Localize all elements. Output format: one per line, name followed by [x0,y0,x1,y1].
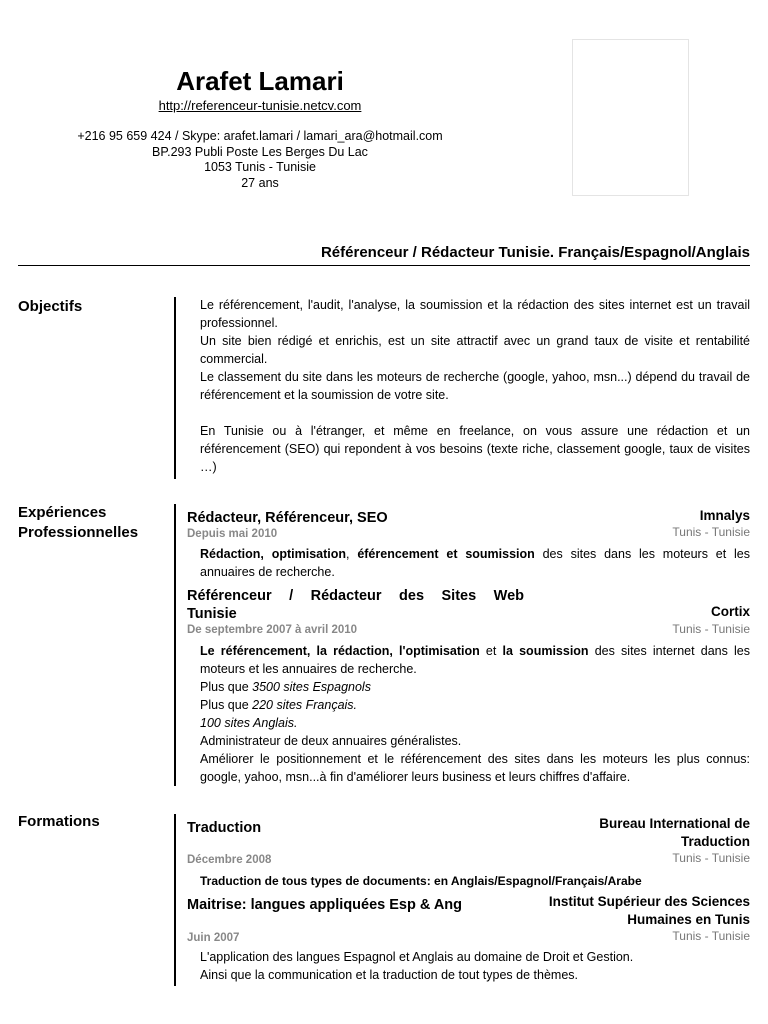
job-desc-bold: la soumission [502,644,589,658]
formation-institution [599,815,750,851]
formation-description [200,948,750,984]
objectifs-paragraph-3: Le classement du site dans les moteurs de recherche (google, yahoo, msn...) dépend du travail de référencement et la soumission de votre site. [200,370,750,402]
section-title-experiences-line1: Expériences [18,504,107,521]
formation-date: Décembre 2008 [187,854,272,866]
website-link[interactable] [60,98,460,113]
formation-description: Traduction de tous types de documents: en Anglais/Espagnol/Français/Arabe [200,874,642,888]
job-desc-italic: 100 sites Anglais. [200,716,298,730]
website-link-text[interactable]: http://referenceur-tunisie.netcv.com [158,98,362,113]
formation-date: Juin 2007 [187,932,240,944]
objectifs-paragraph-4: En Tunisie ou à l'étranger, et même en freelance, on vous assure une rédaction et un référencement (SEO) qui repondent à vos besoins (texte riche, classement google, taux de visites …) [200,424,750,474]
job-description-line [200,678,750,696]
formation-institution-line1: Bureau International de [599,816,750,831]
job-description-line [200,714,750,732]
section-divider-objectifs [174,297,176,479]
job-date: De septembre 2007 à avril 2010 [187,624,358,636]
objectifs-paragraph-1: Le référencement, l'audit, l'analyse, la soumission et la rédaction des sites internet est un travail professionnel. [200,298,750,330]
formation-title: Maitrise: langues appliquées Esp & Ang [187,897,463,913]
job-desc-text: et [479,644,503,658]
job-title [187,587,524,623]
job-title-line1: Référenceur / Rédacteur des Sites Web [187,588,524,604]
formation-location: Tunis - Tunisie [672,929,750,943]
formation-description-line: L'application des langues Espagnol et Anglais au domaine de Droit et Gestion. [200,950,634,964]
section-title-objectifs: Objectifs [18,298,83,315]
job-desc-italic: 220 sites Français. [252,698,358,712]
formation-title: Traduction [187,820,262,836]
job-desc-bold: Le référencement, la rédaction, l'optimisation [200,644,480,658]
contact-city: 1053 Tunis - Tunisie [204,160,316,174]
job-description-line: Améliorer le positionnement et le référencement des sites dans les moteurs les plus connus: google, yahoo, msn...à fin d'améliorer leurs business et leurs chiffres d'affaire. [200,752,750,784]
section-title-experiences [18,503,138,543]
job-description-line [200,545,750,581]
job-company: Imnalys [699,508,750,523]
job-desc-text: Plus que [200,680,253,694]
photo-placeholder [572,39,689,196]
job-description-line [200,642,750,678]
job-location: Tunis - Tunisie [672,622,750,636]
job-description [200,642,750,786]
section-title-formations: Formations [18,813,100,830]
job-location: Tunis - Tunisie [672,525,750,539]
job-description-line: Administrateur de deux annuaires généralistes. [200,734,462,748]
contact-age: 27 ans [241,175,279,190]
job-description-line [200,696,750,714]
formation-institution-line1: Institut Supérieur des Sciences [548,894,750,909]
job-desc-italic: 3500 sites Espagnols [252,680,371,694]
job-desc-text: des sites internet dans les moteurs et les annuaires de recherche. [200,644,750,676]
contact-block [40,129,480,191]
job-desc-bold: Rédaction, optimisation [200,547,347,561]
contact-address: BP.293 Publi Poste Les Berges Du Lac [152,144,368,159]
formation-institution-line2: Traduction [680,834,750,849]
formation-institution [549,893,750,929]
job-desc-text: , [346,547,358,561]
job-title-line2: Tunisie [187,606,237,622]
formation-description-line: Ainsi que la communication et la traduction de tout types de thèmes. [200,968,578,982]
formation-institution-line2: Humaines en Tunis [627,912,750,927]
job-desc-text: des sites dans les moteurs et les annuaires de recherche. [200,547,750,579]
objectifs-paragraph-2: Un site bien rédigé et enrichis, est un site attractif avec un grand taux de visite et rentabilité commercial. [200,334,750,366]
formation-location: Tunis - Tunisie [672,851,750,865]
cv-headline: Référenceur / Rédacteur Tunisie. Français/Espagnol/Anglais [320,244,750,261]
section-title-experiences-line2: Professionnelles [18,524,139,541]
job-desc-bold: éférencement et soumission [357,547,535,561]
section-divider-formations [174,814,176,986]
header-divider [18,265,750,266]
candidate-name: Arafet Lamari [176,66,344,96]
job-description [200,545,750,581]
job-title: Rédacteur, Référenceur, SEO [187,510,388,526]
contact-phone-skype-email: +216 95 659 424 / Skype: arafet.lamari / lamari_ara@hotmail.com [77,129,443,143]
section-divider-experiences [174,504,176,786]
job-desc-text: Plus que [200,698,253,712]
job-company: Cortix [710,604,750,619]
job-date: Depuis mai 2010 [187,528,278,540]
objectifs-text [200,296,750,476]
